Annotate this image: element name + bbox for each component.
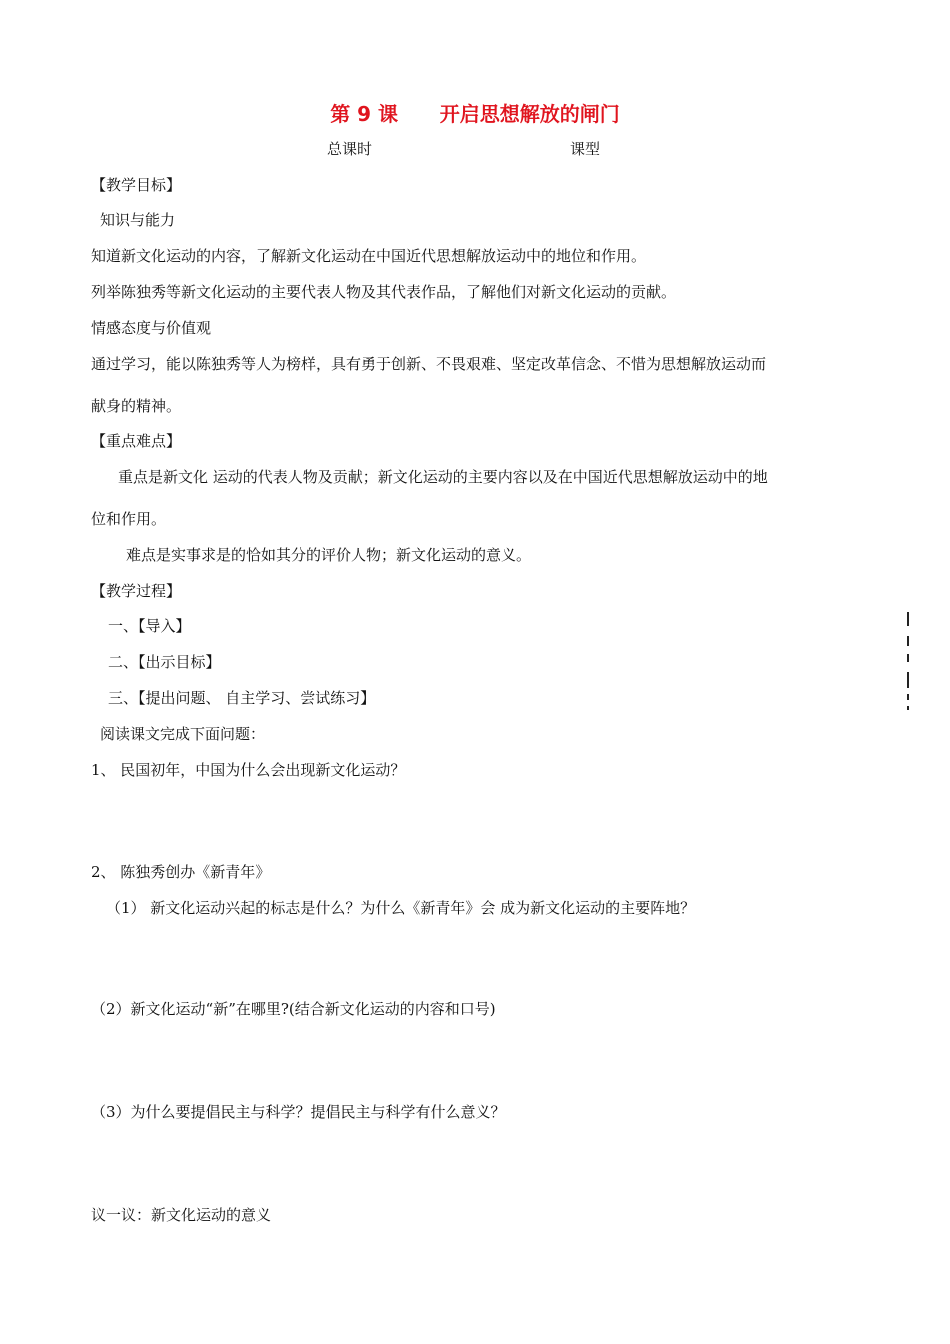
question-2-2: （2）新文化运动“新”在哪里?(结合新文化运动的内容和口号) xyxy=(91,1000,496,1018)
knowledge-line-2: 列举陈独秀等新文化运动的主要代表人物及其代表作品，了解他们对新文化运动的贡献。 xyxy=(91,283,677,301)
reading-instruction: 阅读课文完成下面问题： xyxy=(100,725,266,743)
step-questions: 三、【提出问题、 自主学习、尝试练习】 xyxy=(108,689,376,707)
emotion-line-2: 献身的精神。 xyxy=(91,397,182,415)
binding-mark xyxy=(907,636,909,646)
binding-mark xyxy=(907,706,909,710)
binding-mark xyxy=(907,694,909,700)
keypoint-line-2: 位和作用。 xyxy=(91,510,167,528)
binding-mark xyxy=(907,612,909,626)
process-heading: 【教学过程】 xyxy=(91,582,182,600)
objectives-heading: 【教学目标】 xyxy=(91,176,182,194)
difficulty-line: 难点是实事求是的恰如其分的评价人物；新文化运动的意义。 xyxy=(126,546,532,564)
knowledge-heading: 知识与能力 xyxy=(100,211,176,229)
question-2-3: （3）为什么要提倡民主与科学？提倡民主与科学有什么意义？ xyxy=(91,1103,506,1121)
binding-mark xyxy=(907,654,909,662)
emotion-heading: 情感态度与价值观 xyxy=(91,319,212,337)
total-lessons-label: 总课时 xyxy=(327,140,373,158)
question-2: 2、 陈独秀创办《新青年》 xyxy=(91,863,271,881)
discussion-prompt: 议一议：新文化运动的意义 xyxy=(91,1206,272,1224)
lesson-type-label: 课型 xyxy=(570,140,601,158)
knowledge-line-1: 知道新文化运动的内容，了解新文化运动在中国近代思想解放运动中的地位和作用。 xyxy=(91,247,647,265)
question-2-1: （1） 新文化运动兴起的标志是什么？为什么《新青年》会 成为新文化运动的主要阵地？ xyxy=(106,899,696,917)
emotion-line-1: 通过学习，能以陈独秀等人为榜样，具有勇于创新、不畏艰难、坚定改革信念、不惜为思想解放运动而 xyxy=(91,355,767,373)
step-goals: 二、【出示目标】 xyxy=(108,653,221,671)
question-1: 1、 民国初年，中国为什么会出现新文化运动？ xyxy=(91,761,406,779)
binding-mark xyxy=(907,672,909,688)
keypoint-line-1: 重点是新文化 运动的代表人物及贡献；新文化运动的主要内容以及在中国近代思想解放运动中的地 xyxy=(118,468,768,486)
keypoints-heading: 【重点难点】 xyxy=(91,432,182,450)
step-intro: 一、【导入】 xyxy=(108,617,191,635)
lesson-title: 第 9 课 开启思想解放的闸门 xyxy=(330,102,620,126)
